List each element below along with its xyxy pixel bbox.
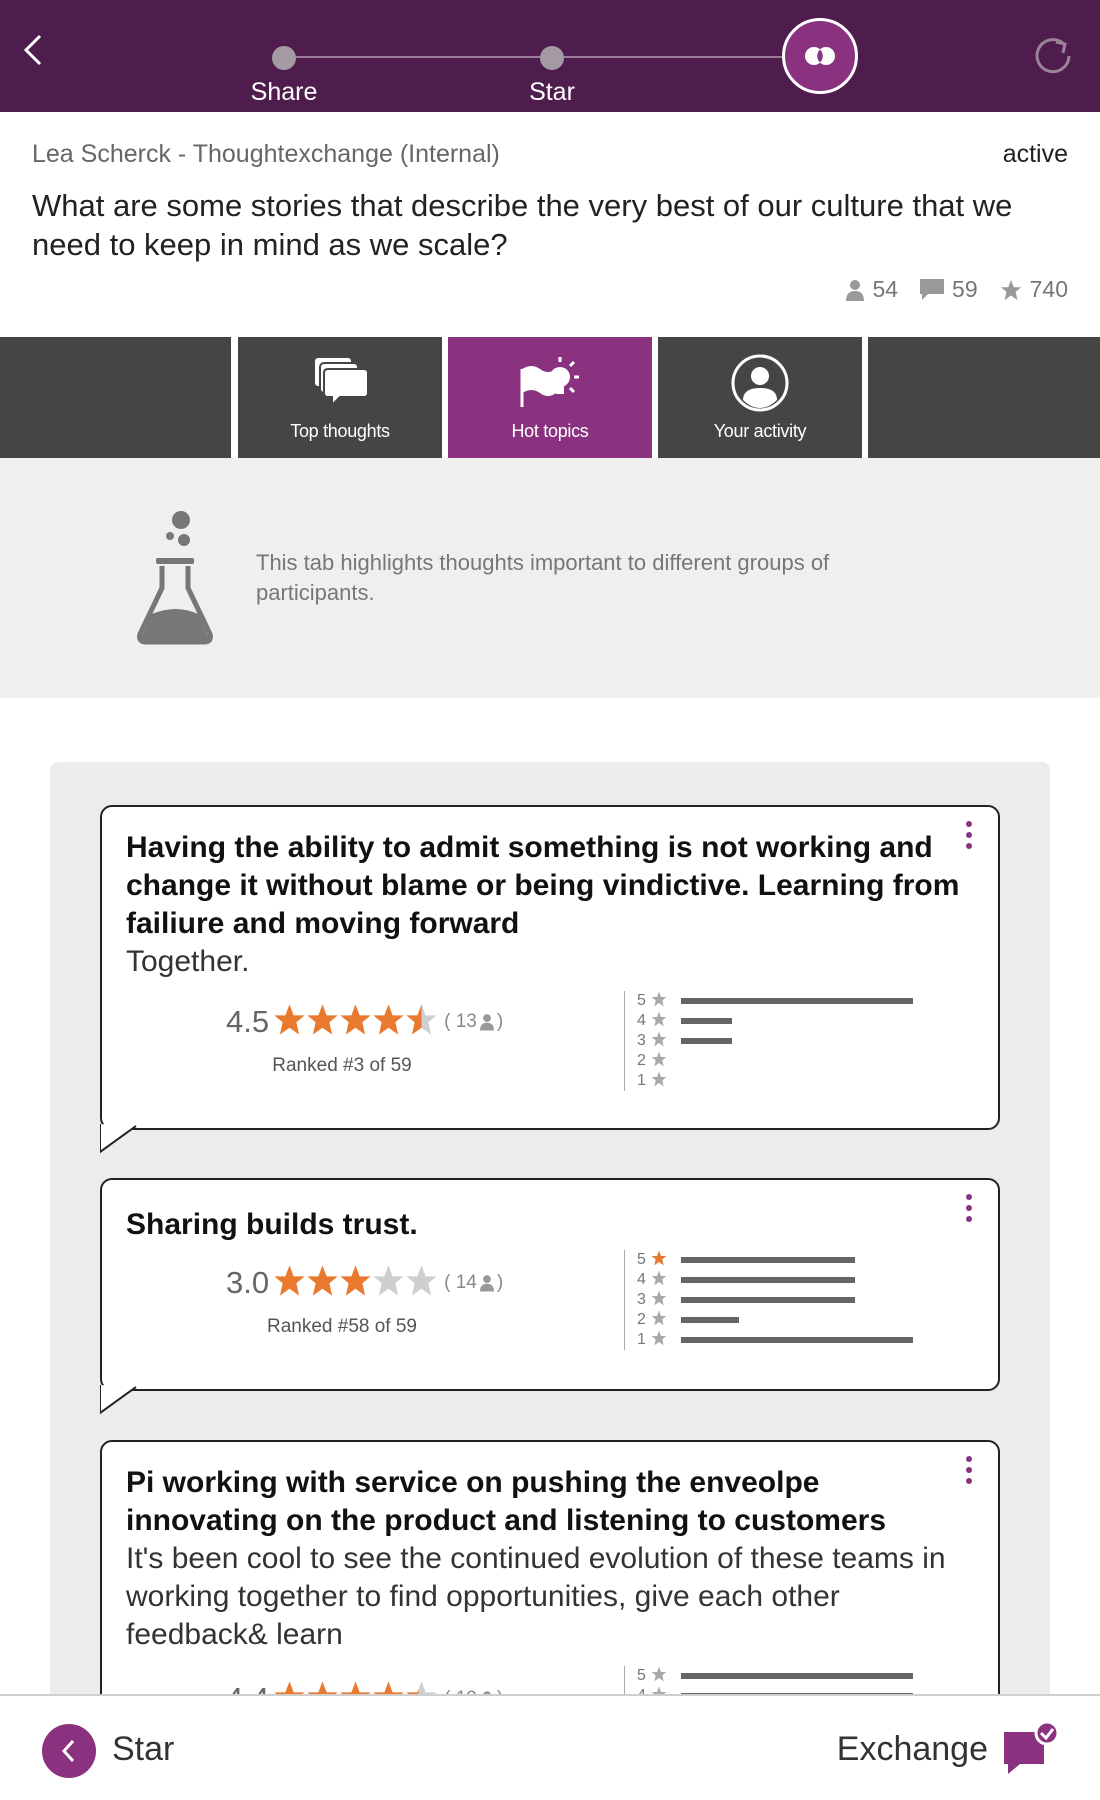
- chevron-left-icon: [42, 1724, 96, 1778]
- tab-spacer-right: [868, 337, 1100, 458]
- star-level-label: 5: [637, 1251, 646, 1268]
- thought-text: [126, 1206, 966, 1244]
- previous-step-label[interactable]: Star: [112, 1730, 175, 1768]
- star-level-icon: [651, 1051, 673, 1072]
- distribution-bar: [681, 998, 913, 1004]
- distribution-row: [637, 1310, 964, 1330]
- star-icon: [651, 1250, 667, 1266]
- star-level-icon: [651, 1250, 673, 1271]
- star-level-label: 3: [637, 1032, 646, 1049]
- rater-count-close: ): [496, 1011, 504, 1032]
- star-level-label: 2: [637, 1311, 646, 1328]
- rating-summary: [226, 1264, 503, 1302]
- thought-title: Having the ability to admit something is not working and change it without blame or being vindictive. Learning from failiure and moving forward: [126, 831, 960, 940]
- star-level-icon: [651, 1011, 673, 1032]
- thought-card[interactable]: [100, 1178, 1000, 1391]
- exchange-stats: [846, 276, 1068, 303]
- step-dot: [540, 46, 564, 70]
- star-icon: [651, 1011, 667, 1027]
- status-badge: active: [1002, 140, 1068, 168]
- thoughts-count: 59: [952, 276, 978, 302]
- thought-card[interactable]: [100, 805, 1000, 1130]
- exchange-question: What are some stories that describe the very best of our culture that we need to keep in mind as we scale?: [32, 188, 1013, 262]
- step-share-label: Share: [250, 78, 318, 106]
- rating-star: [405, 1003, 438, 1036]
- star-level-icon: [651, 991, 673, 1012]
- exchange-owner: Lea Scherck - Thoughtexchange (Internal): [32, 140, 500, 168]
- star-icon: [651, 1051, 667, 1067]
- distribution-bar: [681, 1337, 913, 1343]
- star-level-label: 5: [637, 1667, 646, 1684]
- thought-body: It's been cool to see the continued evolution of these teams in working together to find opportunities, give each other feedback& learn: [126, 1542, 946, 1651]
- star-icon: [651, 1310, 667, 1326]
- speech-tail: [100, 1124, 140, 1154]
- rating-star: [405, 1264, 438, 1297]
- distribution-row: [637, 1250, 964, 1270]
- star-level-icon: [651, 1666, 673, 1687]
- tab-top-thoughts-label: Top thoughts: [290, 421, 390, 441]
- info-panel: [0, 458, 1100, 698]
- user-circle-icon: [730, 353, 790, 413]
- tab-top-thoughts[interactable]: [238, 337, 442, 458]
- step-exchange-current[interactable]: [782, 18, 858, 94]
- person-icon: [480, 1274, 494, 1292]
- distribution-bar: [681, 1277, 855, 1283]
- more-options-icon[interactable]: [966, 1194, 974, 1227]
- star-icon: [651, 1270, 667, 1286]
- star-level-label: 1: [637, 1331, 646, 1348]
- distribution-bar: [681, 1317, 739, 1323]
- tab-your-activity-label: Your activity: [713, 421, 807, 441]
- rating-star: [306, 1003, 339, 1036]
- chat-bubbles-icon: [310, 353, 370, 409]
- distribution-row: [637, 1031, 964, 1051]
- star-level-label: 1: [637, 1072, 646, 1089]
- distribution-row: [637, 1290, 964, 1310]
- rating-star: [339, 1003, 372, 1036]
- star-level-icon: [651, 1310, 673, 1331]
- exchange-circles-icon: [785, 21, 855, 91]
- rating-star: [306, 1264, 339, 1297]
- rater-count-value: ( 14: [444, 1272, 477, 1293]
- rank-text: Ranked #3 of 59: [272, 1055, 412, 1076]
- star-icon: [651, 1290, 667, 1306]
- rater-count: [444, 1011, 503, 1033]
- rating-star: [372, 1264, 405, 1297]
- distribution-row: [637, 1330, 964, 1350]
- average-rating: 3.0: [226, 1265, 270, 1300]
- star-icon: [651, 1071, 667, 1087]
- tab-hot-topics-label: Hot topics: [511, 421, 589, 441]
- person-icon: [846, 279, 864, 301]
- rating-star: [339, 1264, 372, 1297]
- distribution-bar: [681, 1038, 732, 1044]
- distribution-row: [637, 1071, 964, 1091]
- back-chevron-icon[interactable]: [14, 30, 54, 70]
- previous-step-button[interactable]: [42, 1724, 96, 1778]
- star-icon: [651, 1031, 667, 1047]
- star-level-label: 5: [637, 992, 646, 1009]
- star-level-label: 3: [637, 1291, 646, 1308]
- rating-star: [273, 1264, 306, 1297]
- star-icon: [1000, 279, 1022, 301]
- next-step-label[interactable]: Exchange: [836, 1730, 988, 1768]
- refresh-icon[interactable]: [1030, 34, 1076, 80]
- participants-count: 54: [872, 276, 899, 302]
- star-level-icon: [651, 1031, 673, 1052]
- distribution-bar: [681, 1673, 913, 1679]
- top-bar: [0, 0, 1100, 112]
- star-level-label: 4: [637, 1012, 646, 1029]
- rating-summary: [226, 1003, 503, 1041]
- thought-title: Pi working with service on pushing the enveolpe innovating on the product and listening to customers: [126, 1466, 887, 1537]
- info-text: This tab highlights thoughts important to different groups of participants.: [256, 550, 830, 605]
- distribution-bar: [681, 1297, 855, 1303]
- lightbulb-flag-icon: [518, 353, 582, 409]
- thought-text: [126, 1464, 966, 1654]
- star-level-icon: [651, 1270, 673, 1291]
- stars-count: 740: [1029, 276, 1068, 302]
- star-level-icon: [651, 1071, 673, 1092]
- star-icon: [651, 991, 667, 1007]
- rating-star: [372, 1003, 405, 1036]
- rating-stars: [273, 1264, 438, 1302]
- thought-title: Sharing builds trust.: [126, 1208, 418, 1241]
- thoughts-stat: [920, 276, 978, 303]
- rank-text: Ranked #58 of 59: [266, 1316, 417, 1337]
- rating-distribution: [624, 991, 964, 1091]
- star-icon: [651, 1666, 667, 1682]
- exchange-chat-icon[interactable]: [998, 1720, 1062, 1780]
- stars-stat: [1000, 276, 1068, 303]
- star-level-icon: [651, 1290, 673, 1311]
- speech-tail: [100, 1385, 140, 1415]
- star-level-icon: [651, 1330, 673, 1351]
- thought-text: [126, 829, 966, 981]
- distribution-bar: [681, 1257, 855, 1263]
- step-star-label: Star: [529, 78, 575, 106]
- step-share[interactable]: [204, 44, 364, 107]
- person-icon: [480, 1013, 494, 1031]
- star-level-label: 4: [637, 1271, 646, 1288]
- distribution-row: [637, 1051, 964, 1071]
- step-dot: [272, 46, 296, 70]
- comment-icon: [920, 279, 944, 301]
- distribution-row: [637, 1666, 964, 1686]
- tab-bar: [0, 337, 1100, 458]
- distribution-row: [637, 1270, 964, 1290]
- bottom-nav: [0, 1694, 1100, 1800]
- average-rating: 4.5: [226, 1004, 270, 1039]
- step-star[interactable]: [472, 44, 632, 107]
- rating-star: [273, 1003, 306, 1036]
- thought-body: Together.: [126, 945, 250, 978]
- more-options-icon[interactable]: [966, 821, 974, 854]
- rating-stars: [273, 1003, 438, 1041]
- tab-your-activity[interactable]: [658, 337, 862, 458]
- more-options-icon[interactable]: [966, 1456, 974, 1489]
- rater-count: [444, 1272, 503, 1294]
- tab-spacer-left: [0, 337, 231, 458]
- participants-stat: [846, 276, 898, 303]
- star-level-label: 2: [637, 1052, 646, 1069]
- tab-hot-topics[interactable]: [448, 337, 652, 458]
- flask-icon: [136, 510, 216, 646]
- rater-count-value: ( 13: [444, 1011, 477, 1032]
- distribution-row: [637, 991, 964, 1011]
- distribution-row: [637, 1011, 964, 1031]
- rater-count-close: ): [496, 1272, 504, 1293]
- distribution-bar: [681, 1018, 732, 1024]
- star-icon: [651, 1330, 667, 1346]
- rating-distribution: [624, 1250, 964, 1350]
